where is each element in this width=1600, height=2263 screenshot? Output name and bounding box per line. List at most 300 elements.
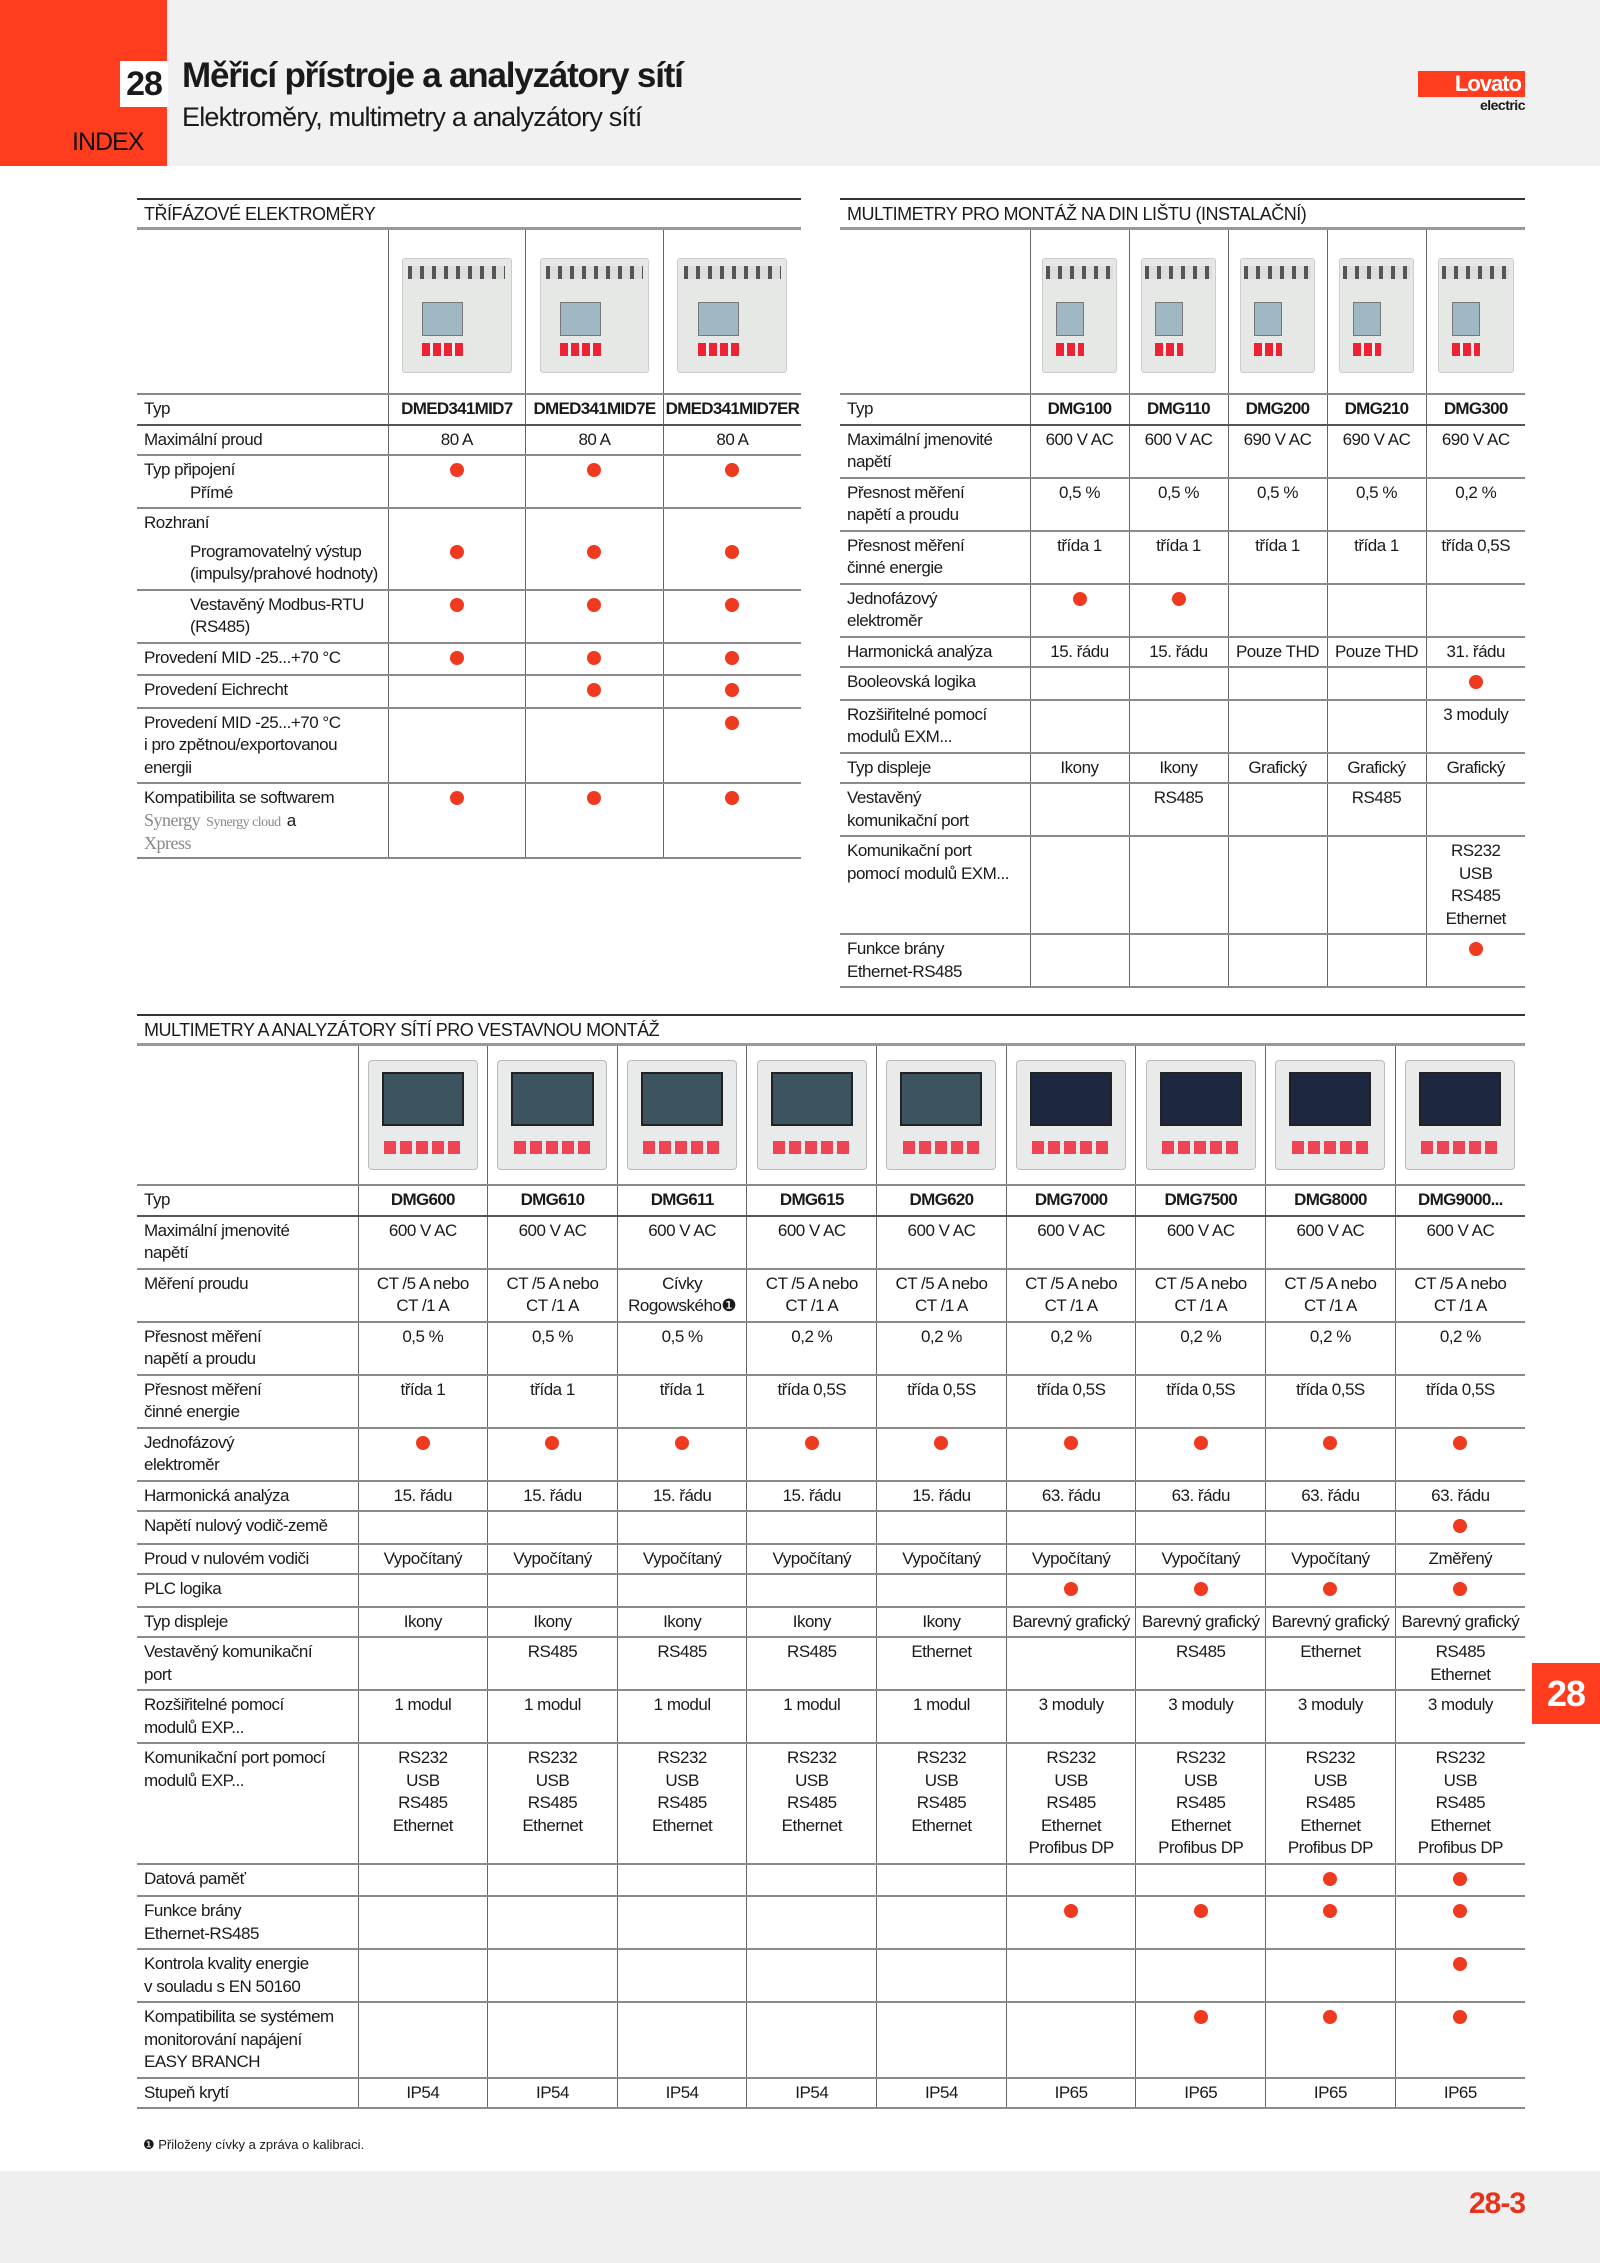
value-text: Změřený — [1428, 1548, 1493, 1568]
value-cell — [1266, 1864, 1396, 1897]
row-label — [840, 637, 1030, 668]
value-cell — [747, 1607, 877, 1638]
display-screen — [1353, 302, 1381, 336]
value-cell — [1395, 1743, 1525, 1864]
value-cell — [358, 1544, 488, 1575]
table-row — [840, 783, 1525, 836]
value-text: třída 0,5S — [777, 1379, 847, 1399]
feature-dot — [1194, 2010, 1208, 2024]
value-cell — [1136, 2002, 1266, 2078]
table-row — [137, 783, 801, 858]
row-label-text: Harmonická analýza — [847, 641, 993, 661]
value-text: třída 1 — [400, 1379, 446, 1399]
model-name: DMG7000 — [1006, 1185, 1136, 1216]
table-row — [137, 708, 801, 784]
value-cell — [388, 455, 526, 508]
row-label: Typ — [840, 394, 1030, 425]
value-cell — [1006, 1511, 1136, 1544]
value-cell — [1228, 478, 1327, 531]
row-label — [137, 1375, 358, 1428]
empty-cell — [137, 1046, 358, 1185]
row-label-text: Kontrola kvality energie v souladu s EN 50160 — [144, 1954, 309, 1996]
value-text: RS485 Ethernet — [1430, 1642, 1491, 1684]
value-text: třída 0,5S — [1036, 1379, 1106, 1399]
feature-dot — [1453, 2010, 1467, 2024]
display-screen — [1155, 302, 1183, 336]
value-cell — [1006, 1690, 1136, 1743]
value-cell — [1030, 934, 1129, 987]
value-cell — [358, 1637, 488, 1690]
value-cell — [617, 1743, 747, 1864]
value-cell — [488, 1864, 618, 1897]
value-cell — [877, 1574, 1007, 1607]
value-text: 600 V AC — [1144, 429, 1213, 449]
value-cell — [747, 1690, 877, 1743]
product-image-cell — [877, 1046, 1007, 1185]
value-cell — [1136, 1216, 1266, 1269]
product-image — [627, 1060, 737, 1170]
value-text: třída 1 — [530, 1379, 575, 1399]
value-cell — [877, 1544, 1007, 1575]
value-cell — [526, 508, 664, 538]
keypad — [560, 343, 601, 357]
value-cell — [1327, 753, 1426, 784]
product-image-cell — [1327, 230, 1426, 394]
value-cell — [1426, 637, 1525, 668]
value-text: Grafický — [1347, 757, 1406, 777]
section-title: MULTIMETRY PRO MONTÁŽ NA DIN LIŠTU (INSTALAČNÍ) — [840, 198, 1525, 230]
table-row — [137, 643, 801, 676]
value-text: 690 V AC — [1342, 429, 1411, 449]
value-text: 1 modul — [912, 1695, 970, 1714]
value-text: 690 V AC — [1243, 429, 1312, 449]
value-text: 15. řádu — [1050, 641, 1109, 661]
product-image — [677, 258, 787, 373]
value-cell — [1129, 934, 1228, 987]
table-row — [840, 478, 1525, 531]
value-text: RS232 USB RS485 Ethernet Profibus DP — [1417, 1748, 1503, 1857]
keypad — [643, 1141, 721, 1154]
feature-dot — [675, 1436, 689, 1450]
type-row — [840, 394, 1525, 425]
section-panel-analyzers — [137, 1014, 1525, 2109]
value-cell — [1006, 1216, 1136, 1269]
table-row — [840, 425, 1525, 478]
value-cell — [877, 1637, 1007, 1690]
value-cell — [617, 1544, 747, 1575]
row-label — [137, 1743, 358, 1864]
value-text: RS232 USB RS485 Ethernet — [522, 1748, 583, 1835]
feature-dot — [587, 683, 601, 697]
spec-table — [840, 230, 1525, 988]
value-text: RS232 USB RS485 Ethernet — [652, 1748, 713, 1835]
footnote: ❶ Přiloženy cívky a zpráva o kalibraci. — [143, 2137, 365, 2152]
value-text: RS232 USB RS485 Ethernet — [781, 1748, 842, 1835]
value-cell — [877, 1743, 1007, 1864]
value-text: 0,2 % — [1050, 1326, 1092, 1346]
value-cell — [358, 1574, 488, 1607]
chapter-number: 28 — [120, 61, 168, 107]
value-text: třída 0,5S — [1296, 1379, 1365, 1399]
feature-dot — [1194, 1904, 1208, 1918]
value-cell — [1006, 1607, 1136, 1638]
product-image-cell — [1129, 230, 1228, 394]
value-cell — [388, 590, 526, 643]
row-label-text: Vestavěný komunikační port — [144, 1642, 313, 1684]
value-cell — [1395, 1544, 1525, 1575]
lovato-logo — [1418, 71, 1525, 113]
value-text: 600 V AC — [1166, 1220, 1235, 1240]
terminal-block — [1343, 266, 1409, 280]
row-label — [840, 425, 1030, 478]
keypad — [1353, 343, 1381, 357]
value-cell — [1129, 783, 1228, 836]
value-text: 1 modul — [523, 1695, 581, 1714]
value-cell — [663, 708, 801, 784]
feature-dot — [545, 1436, 559, 1450]
value-cell — [1136, 1864, 1266, 1897]
spec-table — [137, 1046, 1525, 2109]
value-cell — [747, 1896, 877, 1949]
value-text: Barevný grafický — [1271, 1611, 1390, 1631]
table-row — [137, 1949, 1525, 2002]
value-cell — [358, 2078, 488, 2109]
table-row — [840, 934, 1525, 987]
keypad — [698, 343, 739, 357]
value-text: IP54 — [924, 2082, 958, 2102]
row-label-text: Rozšiřitelné pomocí modulů EXM... — [847, 704, 987, 746]
feature-dot — [725, 716, 739, 730]
value-text: RS485 — [527, 1642, 578, 1661]
table-row — [137, 1637, 1525, 1690]
display-screen — [641, 1072, 723, 1126]
product-image-cell — [663, 230, 801, 394]
feature-dot — [725, 463, 739, 477]
logo-xpress: Xpress — [144, 832, 191, 853]
value-cell — [1006, 1864, 1136, 1897]
value-text: 0,5 % — [1257, 482, 1298, 502]
value-cell — [747, 2002, 877, 2078]
value-cell — [1327, 531, 1426, 584]
table-row — [137, 1864, 1525, 1897]
value-text: Ikony — [792, 1611, 831, 1631]
value-cell — [877, 1269, 1007, 1322]
terminal-block — [1442, 266, 1509, 280]
model-name: DMG7500 — [1136, 1185, 1266, 1216]
value-text: Barevný grafický — [1012, 1611, 1130, 1631]
value-text: 600 V AC — [1045, 429, 1114, 449]
value-cell — [488, 1544, 618, 1575]
value-cell — [1426, 584, 1525, 637]
value-cell — [1327, 934, 1426, 987]
value-cell — [388, 508, 526, 538]
value-text: Vypočítaný — [642, 1548, 722, 1568]
table-row — [137, 1574, 1525, 1607]
value-cell — [747, 1574, 877, 1607]
feature-dot — [587, 598, 601, 612]
value-text: Vypočítaný — [902, 1548, 981, 1568]
keypad — [1292, 1141, 1370, 1154]
value-cell — [526, 590, 664, 643]
row-label — [137, 1690, 358, 1743]
value-cell — [1426, 836, 1525, 934]
feature-dot — [587, 463, 601, 477]
value-cell — [1030, 637, 1129, 668]
row-label-text: Jednofázový elektroměr — [144, 1432, 234, 1474]
product-image — [1146, 1060, 1256, 1170]
value-cell — [617, 1511, 747, 1544]
value-text: RS485 — [787, 1642, 837, 1661]
value-text: Grafický — [1446, 757, 1505, 777]
table-row — [137, 590, 801, 643]
value-cell — [1395, 1896, 1525, 1949]
value-cell — [1266, 2078, 1396, 2109]
value-cell — [1426, 700, 1525, 753]
product-image — [540, 258, 650, 373]
value-text: Ethernet — [911, 1642, 972, 1661]
value-cell — [663, 675, 801, 708]
value-text: CT /5 A nebo CT /1 A — [506, 1273, 599, 1315]
value-cell — [663, 425, 801, 456]
value-text: 1 modul — [783, 1695, 841, 1714]
model-name: DMG615 — [747, 1185, 877, 1216]
product-image-cell — [488, 1046, 618, 1185]
value-text: 0,2 % — [791, 1326, 833, 1346]
value-text: Vypočítaný — [1161, 1548, 1240, 1568]
row-label-text: Rozšiřitelné pomocí modulů EXP... — [144, 1695, 284, 1737]
model-name: DMG620 — [877, 1185, 1007, 1216]
value-cell — [1395, 1949, 1525, 2002]
value-cell — [1426, 425, 1525, 478]
value-cell — [877, 1896, 1007, 1949]
value-text: 600 V AC — [518, 1220, 587, 1240]
value-text: IP54 — [406, 2082, 440, 2102]
value-text: CT /5 A nebo CT /1 A — [1284, 1273, 1377, 1315]
value-cell — [747, 1269, 877, 1322]
value-text: CT /5 A nebo CT /1 A — [765, 1273, 858, 1315]
value-cell — [1136, 1574, 1266, 1607]
value-cell — [877, 1607, 1007, 1638]
keypad — [1452, 343, 1480, 357]
value-cell — [1266, 1949, 1396, 2002]
display-screen — [382, 1072, 464, 1126]
product-image-cell — [1136, 1046, 1266, 1185]
row-label-text: Typ displeje — [847, 757, 931, 777]
value-cell — [617, 1607, 747, 1638]
feature-dot — [450, 598, 464, 612]
display-screen — [1254, 302, 1282, 336]
row-label — [137, 590, 388, 643]
value-cell — [1136, 1269, 1266, 1322]
value-cell — [1395, 1375, 1525, 1428]
value-cell — [488, 1511, 618, 1544]
row-label — [840, 700, 1030, 753]
value-text: 600 V AC — [777, 1220, 846, 1240]
model-name: DMG600 — [358, 1185, 488, 1216]
value-cell — [1129, 425, 1228, 478]
value-cell — [1327, 700, 1426, 753]
value-cell — [877, 1428, 1007, 1481]
value-text: 0,5 % — [1059, 482, 1100, 502]
row-label-text: Funkce brány Ethernet-RS485 — [847, 939, 962, 981]
value-text: 63. řádu — [1171, 1485, 1230, 1505]
row-label — [137, 455, 388, 508]
feature-dot — [1323, 1436, 1337, 1450]
value-cell — [1006, 1544, 1136, 1575]
table-row — [137, 455, 801, 508]
display-screen — [1030, 1072, 1112, 1126]
page-subtitle: Elektroměry, multimetry a analyzátory sítí — [182, 102, 642, 132]
value-cell — [1228, 667, 1327, 700]
terminal-block — [546, 266, 643, 280]
value-cell — [1136, 1949, 1266, 2002]
keypad — [903, 1141, 981, 1154]
value-cell — [1395, 1322, 1525, 1375]
value-cell — [1426, 531, 1525, 584]
product-image — [368, 1060, 478, 1170]
value-cell — [1136, 2078, 1266, 2109]
table-row — [137, 2078, 1525, 2109]
value-text: 0,5 % — [661, 1326, 703, 1346]
value-text: 690 V AC — [1441, 429, 1510, 449]
value-cell — [1395, 1481, 1525, 1512]
value-cell — [1266, 1216, 1396, 1269]
value-cell — [1426, 934, 1525, 987]
value-cell — [747, 1511, 877, 1544]
value-cell — [1266, 2002, 1396, 2078]
table-row — [137, 1896, 1525, 1949]
value-text: CT /5 A nebo CT /1 A — [376, 1273, 469, 1315]
product-image — [1275, 1060, 1385, 1170]
value-cell — [877, 1322, 1007, 1375]
value-text: 63. řádu — [1431, 1485, 1490, 1505]
feature-dot — [1194, 1436, 1208, 1450]
feature-dot — [450, 545, 464, 559]
value-cell — [747, 1949, 877, 2002]
value-cell — [1136, 1481, 1266, 1512]
value-text: třída 0,5S — [1441, 535, 1511, 555]
value-text: Barevný grafický — [1141, 1611, 1260, 1631]
value-cell — [617, 1481, 747, 1512]
value-cell — [1006, 1428, 1136, 1481]
row-label — [137, 538, 388, 590]
value-cell — [1395, 1428, 1525, 1481]
value-cell — [617, 1949, 747, 2002]
value-cell — [358, 1481, 488, 1512]
value-cell — [1136, 1322, 1266, 1375]
value-cell — [488, 1481, 618, 1512]
value-cell — [1228, 425, 1327, 478]
logo-synergy-cloud: Synergy cloud — [206, 814, 281, 830]
value-cell — [1266, 1607, 1396, 1638]
feature-dot — [1453, 1872, 1467, 1886]
table-row — [137, 1690, 1525, 1743]
value-cell — [1006, 1949, 1136, 2002]
row-label-text: Rozhraní — [144, 513, 209, 532]
value-cell — [1129, 753, 1228, 784]
row-label — [137, 1269, 358, 1322]
value-cell — [388, 675, 526, 708]
feature-dot — [450, 463, 464, 477]
spec-table — [137, 230, 801, 859]
value-cell — [488, 1637, 618, 1690]
table-row — [137, 1428, 1525, 1481]
value-cell — [1136, 1690, 1266, 1743]
product-image-cell — [1395, 1046, 1525, 1185]
value-cell — [358, 1690, 488, 1743]
value-cell — [877, 1481, 1007, 1512]
value-cell — [1266, 1481, 1396, 1512]
product-image-cell — [1426, 230, 1525, 394]
value-cell — [1327, 783, 1426, 836]
display-screen — [698, 302, 739, 336]
page-header — [0, 0, 1600, 166]
value-text: 80 A — [578, 429, 611, 449]
product-image — [1042, 258, 1118, 373]
value-text: 600 V AC — [648, 1220, 717, 1240]
value-cell — [617, 2002, 747, 2078]
value-text: 63. řádu — [1301, 1485, 1360, 1505]
model-name: DMG110 — [1129, 394, 1228, 425]
table-row — [840, 700, 1525, 753]
row-label-text: Datová paměť — [144, 1868, 246, 1888]
value-cell — [877, 2078, 1007, 2109]
value-cell — [1129, 478, 1228, 531]
value-cell — [358, 1269, 488, 1322]
feature-dot — [725, 791, 739, 805]
product-image-cell — [617, 1046, 747, 1185]
value-cell — [1395, 1216, 1525, 1269]
value-cell — [747, 1544, 877, 1575]
table-row — [137, 1481, 1525, 1512]
value-text: 15. řádu — [912, 1485, 971, 1505]
value-cell — [1030, 783, 1129, 836]
row-label — [840, 836, 1030, 934]
value-cell — [358, 2002, 488, 2078]
row-label-text: Přesnost měření napětí a proudu — [144, 1326, 262, 1368]
row-label — [137, 1544, 358, 1575]
value-text: IP54 — [795, 2082, 829, 2102]
value-cell — [1006, 2002, 1136, 2078]
row-label-text: Booleovská logika — [847, 672, 976, 691]
row-label-text: Měření proudu — [144, 1273, 249, 1293]
feature-dot — [1064, 1582, 1078, 1596]
value-cell — [488, 1322, 618, 1375]
table-row — [840, 836, 1525, 934]
value-cell — [877, 1864, 1007, 1897]
image-row — [137, 230, 801, 394]
row-label — [137, 675, 388, 708]
terminal-block — [408, 266, 505, 280]
value-text: 0,2 % — [1180, 1326, 1222, 1346]
value-cell — [617, 1428, 747, 1481]
section-title: MULTIMETRY A ANALYZÁTORY SÍTÍ PRO VESTAVNOU MONTÁŽ — [137, 1014, 1525, 1046]
index-link[interactable]: INDEX — [72, 128, 144, 156]
value-text: Vypočítaný — [383, 1548, 463, 1568]
model-name: DMG8000 — [1266, 1185, 1396, 1216]
value-cell — [388, 783, 526, 858]
chapter-side-tab[interactable]: 28 — [1532, 1663, 1600, 1724]
value-cell — [526, 783, 664, 858]
value-text: 15. řádu — [523, 1485, 582, 1505]
row-label-text: Provedení Eichrecht — [144, 680, 288, 699]
value-cell — [1030, 700, 1129, 753]
value-cell — [488, 1896, 618, 1949]
value-text: 80 A — [716, 429, 749, 449]
table-row — [840, 531, 1525, 584]
section-three-phase-meters — [137, 198, 801, 859]
value-cell — [1228, 637, 1327, 668]
